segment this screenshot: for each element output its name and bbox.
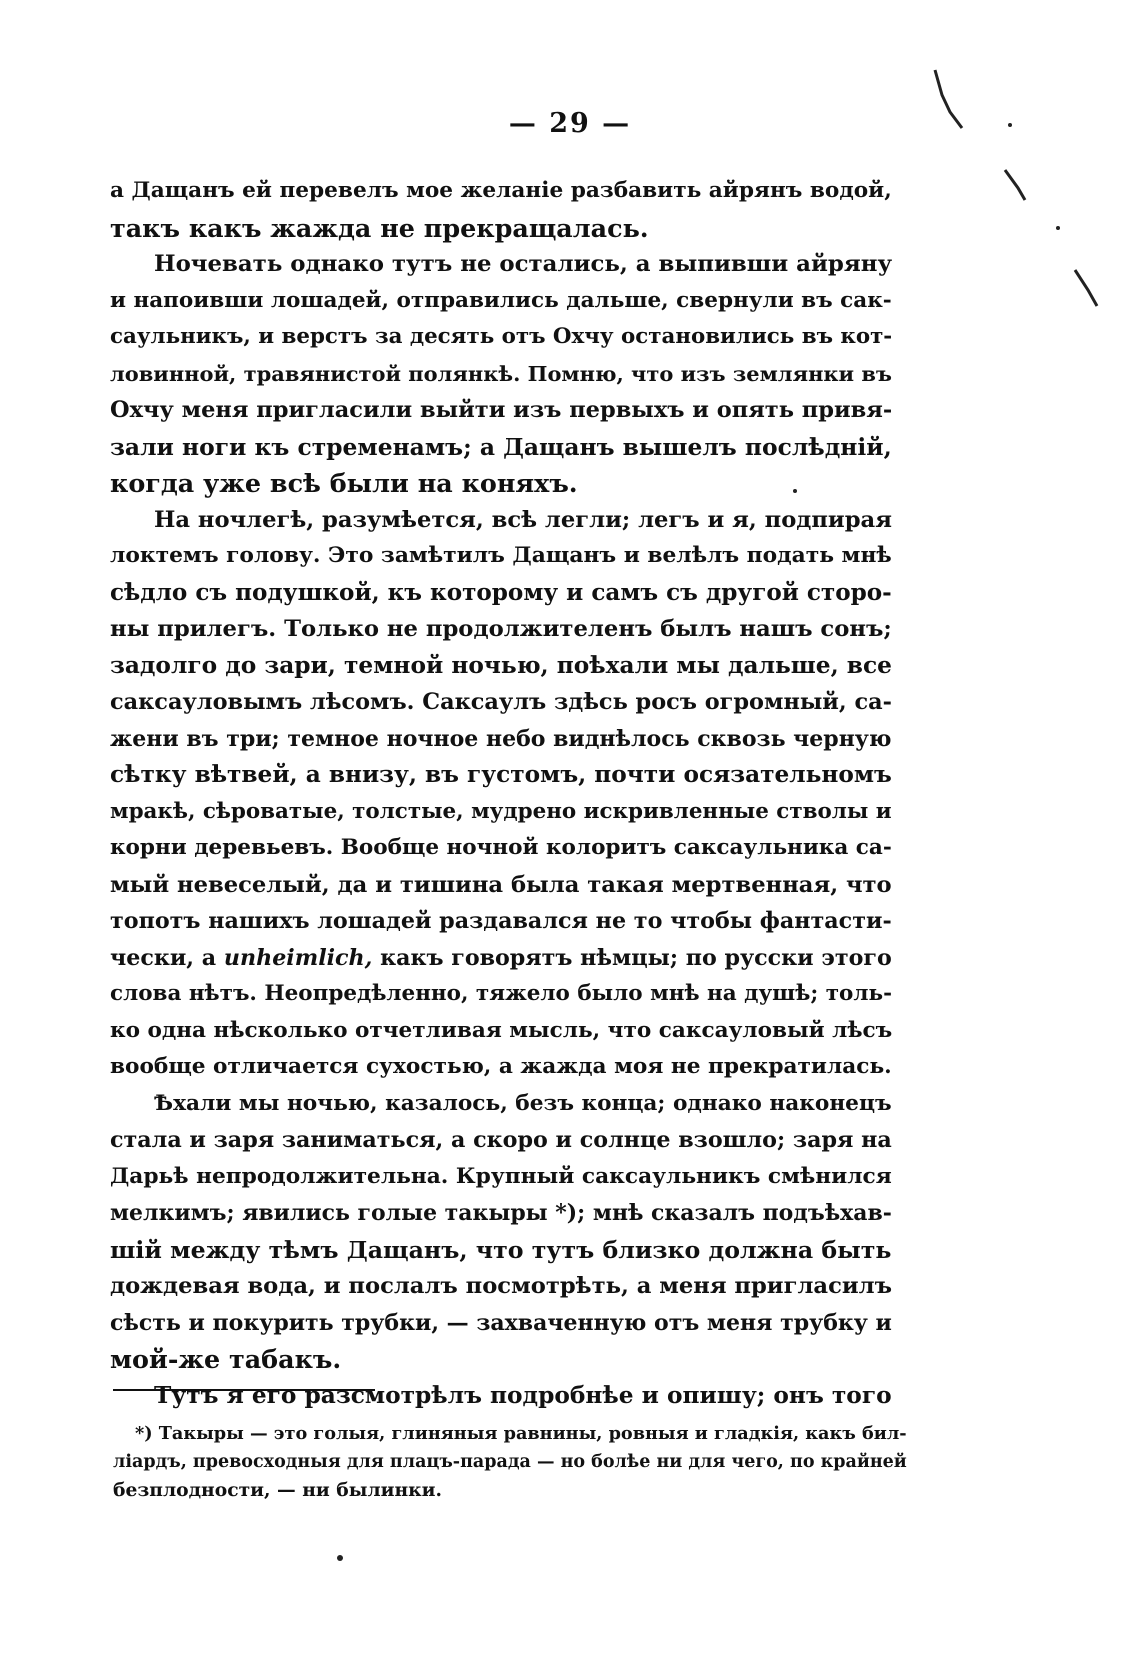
text-line: ко одна нѣсколько отчетливая мысль, что саксауловый лѣсъ (110, 1017, 893, 1043)
text-line: корни деревьевъ. Вообще ночной колоритъ саксаульника са- (110, 835, 892, 860)
text-line: когда уже всѣ были на коняхъ. (110, 468, 578, 498)
text-line: слова нѣтъ. Неопредѣленно, тяжело было мнѣ на душѣ; толь- (110, 981, 892, 1006)
scan-dot (337, 1555, 343, 1561)
text-line: Охчу меня пригласили выйти изъ первыхъ и опять привя- (110, 397, 893, 423)
text-line: ны прилегъ. Только не продолжителенъ былъ нашъ сонъ; (110, 616, 892, 642)
text-line: локтемъ голову. Это замѣтилъ Дащанъ и велѣлъ подать мнѣ (110, 543, 892, 568)
scan-mark (1005, 170, 1025, 200)
text-line: сѣсть и покурить трубки, — захваченную отъ меня трубку и (110, 1309, 892, 1336)
text-line: Дарьѣ непродолжительна. Крупный саксаульникъ смѣнился (110, 1163, 892, 1189)
text-line: мой-же табакъ. (110, 1344, 342, 1374)
text-line: шій между тѣмъ Дащанъ, что тутъ близко должна быть (110, 1235, 892, 1264)
text-line: На ночлегѣ, разумѣется, всѣ легли; легъ и я, подпирая (154, 506, 892, 533)
footnote-line: безплодности, — ни былинки. (113, 1479, 443, 1501)
text-line: Тутъ я его разсмотрѣлъ подробнѣе и опишу; онъ того (154, 1381, 892, 1409)
text-line: и напоивши лошадей, отправились дальше, свернули въ сак- (110, 287, 892, 313)
text-line: ловинной, травянистой полянкѣ. Помню, что изъ землянки въ (110, 360, 892, 386)
scan-dot (1056, 226, 1060, 230)
text-line: зали ноги къ стременамъ; а Дащанъ вышелъ послѣдній, (110, 432, 892, 461)
scan-mark (1075, 270, 1097, 306)
footnote-line: ліардъ, превосходныя для плацъ-парада — но болѣе ни для чего, по крайней (113, 1452, 907, 1472)
text-line: а Дащанъ ей перевелъ мое желаніе разбавить айрянъ водой, (110, 178, 892, 203)
text-line: вообще отличается сухостью, а жажда моя не прекратилась. (110, 1054, 892, 1079)
foreign-word: unheimlich, (223, 944, 373, 971)
text-line: такъ какъ жажда не прекращалась. (110, 212, 649, 243)
footnote-divider (113, 1389, 375, 1391)
text-line: дождевая вода, и послалъ посмотрѣть, а меня пригласилъ (110, 1273, 892, 1299)
text-line: стала и заря заниматься, а скоро и солнце взошло; заря на (110, 1127, 892, 1153)
text-line: саксауловымъ лѣсомъ. Саксаулъ здѣсь росъ огромный, са- (110, 689, 892, 715)
footnote-line: *) Такыры — это голыя, глиняныя равнины, ровныя и гладкія, какъ бил- (135, 1423, 907, 1444)
text-line: топотъ нашихъ лошадей раздавался не то чтобы фантасти- (110, 908, 892, 934)
text-line: Ѣхали мы ночью, казалось, безъ конца; однако наконецъ (154, 1090, 892, 1116)
text-line: саульникъ, и верстъ за десять отъ Охчу остановились въ кот- (110, 324, 893, 349)
text-line: мый невеселый, да и тишина была такая мертвенная, что (110, 871, 892, 898)
text-line: сѣдло съ подушкой, къ которому и самъ съ другой сторо- (110, 578, 892, 606)
text-line: мракѣ, сѣроватые, толстые, мудрено искривленные стволы и (110, 798, 892, 824)
text-line: задолго до зари, темной ночью, поѣхали мы дальше, все (110, 651, 892, 679)
body-text (110, 173, 892, 1414)
text-line: сѣтку вѣтвей, а внизу, въ густомъ, почти осязательномъ (110, 761, 892, 788)
page-number: — 29 — (508, 108, 632, 139)
footnote (113, 1420, 907, 1504)
text-line: мелкимъ; явились голые такыры *); мнѣ сказалъ подъѣхав- (110, 1200, 892, 1226)
text-line: чески, а unheimlich, какъ говорятъ нѣмцы; по русски этого (110, 944, 892, 971)
text-line: жени въ три; темное ночное небо виднѣлось сквозь черную (110, 725, 892, 752)
text-line: Ночевать однако тутъ не остались, а выпивши айряну (154, 251, 893, 277)
